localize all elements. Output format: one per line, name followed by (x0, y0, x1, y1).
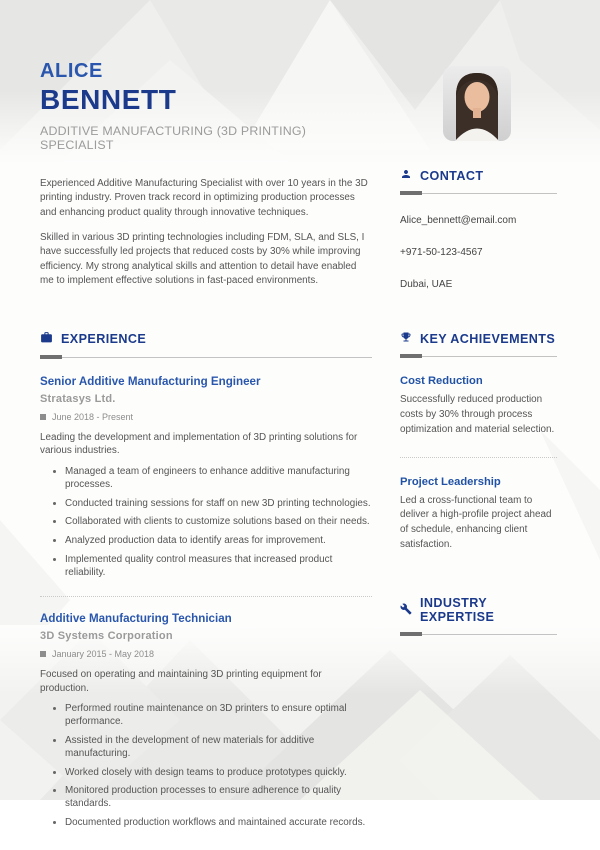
profile-photo (443, 66, 511, 141)
job-bullet: • Implemented quality control measures that increased product reliability. (65, 553, 372, 579)
square-bullet-icon (40, 651, 46, 657)
sidebar-column (400, 168, 557, 635)
section-divider (40, 357, 372, 358)
job-date-range: January 2015 - May 2018 (52, 648, 155, 659)
job-bullet: • Managed a team of engineers to enhance additive manufacturing processes. (65, 465, 372, 491)
achievement-description: Successfully reduced production costs by 30% through process optimization and material selection. (400, 394, 555, 435)
job-dates (40, 412, 372, 422)
expertise-section (400, 596, 557, 635)
section-divider (400, 634, 557, 635)
job-company: 3D Systems Corporation (40, 629, 173, 642)
expertise-section-header (400, 596, 557, 624)
job-bullet: • Documented production workflows and maintained accurate records. (65, 816, 372, 829)
job-bullet: • Monitored production processes to ensure adherence to quality standards. (65, 784, 372, 810)
job-description: Leading the development and implementation of 3D printing solutions for various industries. (40, 431, 358, 457)
contact-section (400, 168, 557, 290)
header-block (40, 60, 372, 152)
expertise-section-title: INDUSTRY EXPERTISE (420, 596, 495, 625)
job-bullet: • Conducted training sessions for staff on new 3D printing technologies. (65, 497, 372, 510)
job-bullet: • Performed routine maintenance on 3D printers to ensure optimal performance. (65, 702, 372, 728)
contact-phone: +971-50-123-4567 (400, 247, 483, 258)
achievements-section-header (400, 331, 557, 346)
section-divider (400, 356, 557, 357)
section-divider (400, 193, 557, 194)
contact-section-title: CONTACT (420, 168, 484, 183)
experience-section (40, 331, 372, 829)
job-date-range: June 2018 - Present (52, 411, 134, 422)
trophy-icon (400, 331, 412, 346)
achievement-divider (400, 457, 557, 458)
summary-paragraph-2: Skilled in various 3D printing technologies including FDM, SLA, and SLS, I have successfully led projects that reduced costs by 30% while improving efficiency. My strong analytical skills and attention to detail have enabled me to implement effective solutions in fast-paced environments. (40, 232, 365, 287)
job-title: Senior Additive Manufacturing Engineer (40, 374, 261, 388)
achievement-title: Cost Reduction (400, 375, 483, 387)
contact-location: Dubai, UAE (400, 279, 453, 290)
achievement-title: Project Leadership (400, 475, 501, 488)
briefcase-icon (40, 331, 53, 347)
job-bullet: • Worked closely with design teams to produce prototypes quickly. (65, 766, 372, 779)
wrench-icon (400, 603, 412, 618)
job-title: Additive Manufacturing Technician (40, 611, 232, 625)
square-bullet-icon (40, 414, 46, 420)
main-column (40, 60, 372, 834)
summary-paragraph-1: Experienced Additive Manufacturing Specialist with over 10 years in the 3D printing industry. Proven track record in optimizing production processes and enhancing product quality through innovative techniques. (40, 178, 368, 218)
contact-email: Alice_bennett@email.com (400, 215, 517, 226)
last-name: BENNETT (40, 84, 177, 115)
achievements-section (400, 331, 557, 553)
experience-section-title: EXPERIENCE (61, 331, 147, 346)
job-entry (40, 612, 372, 829)
job-bullet: • Assisted in the development of new materials for additive manufacturing. (65, 734, 372, 760)
achievement-item (400, 375, 557, 438)
first-name: ALICE (40, 60, 103, 82)
experience-section-header (40, 331, 372, 347)
job-bullet-list (53, 702, 372, 829)
job-entry (40, 375, 372, 579)
achievements-section-title: KEY ACHIEVEMENTS (420, 331, 556, 346)
contact-section-header (400, 168, 557, 183)
job-bullet-list (53, 465, 372, 578)
job-bullet: • Analyzed production data to identify areas for improvement. (65, 534, 372, 547)
achievement-description: Led a cross-functional team to deliver a high-profile project ahead of schedule, enhancing client satisfaction. (400, 494, 552, 551)
job-headline: ADDITIVE MANUFACTURING (3D PRINTING) SPECIALIST (40, 124, 307, 152)
person-icon (400, 168, 412, 183)
job-dates (40, 649, 372, 659)
job-bullet: • Collaborated with clients to customize solutions based on their needs. (65, 515, 372, 528)
job-description: Focused on operating and maintaining 3D printing equipment for production. (40, 668, 322, 694)
job-divider (40, 596, 372, 597)
summary-block (40, 177, 370, 289)
achievement-item (400, 476, 557, 553)
job-company: Stratasys Ltd. (40, 392, 116, 405)
